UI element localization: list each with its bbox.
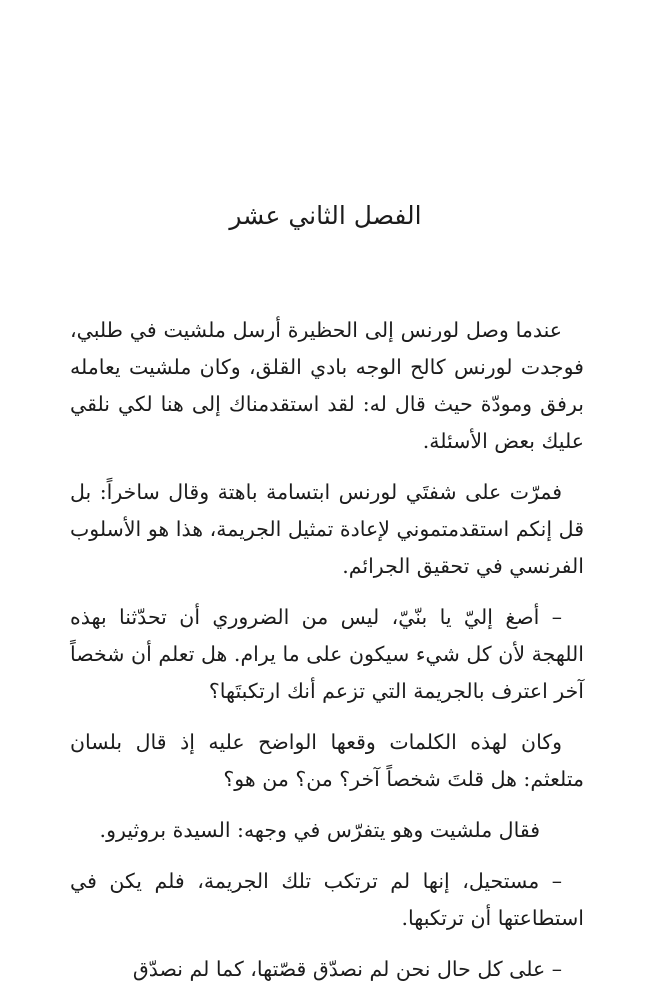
chapter-title: الفصل الثاني عشر	[229, 201, 422, 230]
chapter-body	[70, 312, 584, 1002]
paragraph-2: فمرّت على شفتَي لورنس ابتسامة باهتة وقال ساخراً: بل قل إنكم استقدمتموني لإعادة تمثيل الجريمة، هذا هو الأسلوب الفرنسي في تحقيق الجرائم.	[70, 480, 584, 578]
paragraph-6: – مستحيل، إنها لم ترتكب تلك الجريمة، فلم يكن في استطاعتها أن ترتكبها.	[70, 869, 584, 930]
paragraph-7: – على كل حال نحن لم نصدّق قصّتها، كما لم نصدّق	[132, 957, 562, 981]
paragraph-5: فقال ملشيت وهو يتفرّس في وجهه: السيدة بروثيرو.	[99, 818, 540, 842]
paragraph-1: عندما وصل لورنس إلى الحظيرة أرسل ملشيت في طلبي، فوجدت لورنس كالح الوجه بادي القلق، وكان ملشيت يعامله برفق ومودّة حيث قال له: لقد استقدمناك إلى هنا لكي نلقي عليك بعض الأسئلة.	[70, 318, 584, 453]
paragraph-3: – أصغ إليّ يا بنّيّ، ليس من الضروري أن تحدّثنا بهذه اللهجة لأن كل شيء سيكون على ما يرام. هل تعلم أن شخصاً آخر اعترف بالجريمة التي تزعم أنك ارتكبتَها؟	[70, 605, 584, 703]
paragraph-4: وكان لهذه الكلمات وقعها الواضح عليه إذ قال بلسان متلعثم: هل قلتَ شخصاً آخر؟ من؟ من هو؟	[70, 730, 584, 791]
